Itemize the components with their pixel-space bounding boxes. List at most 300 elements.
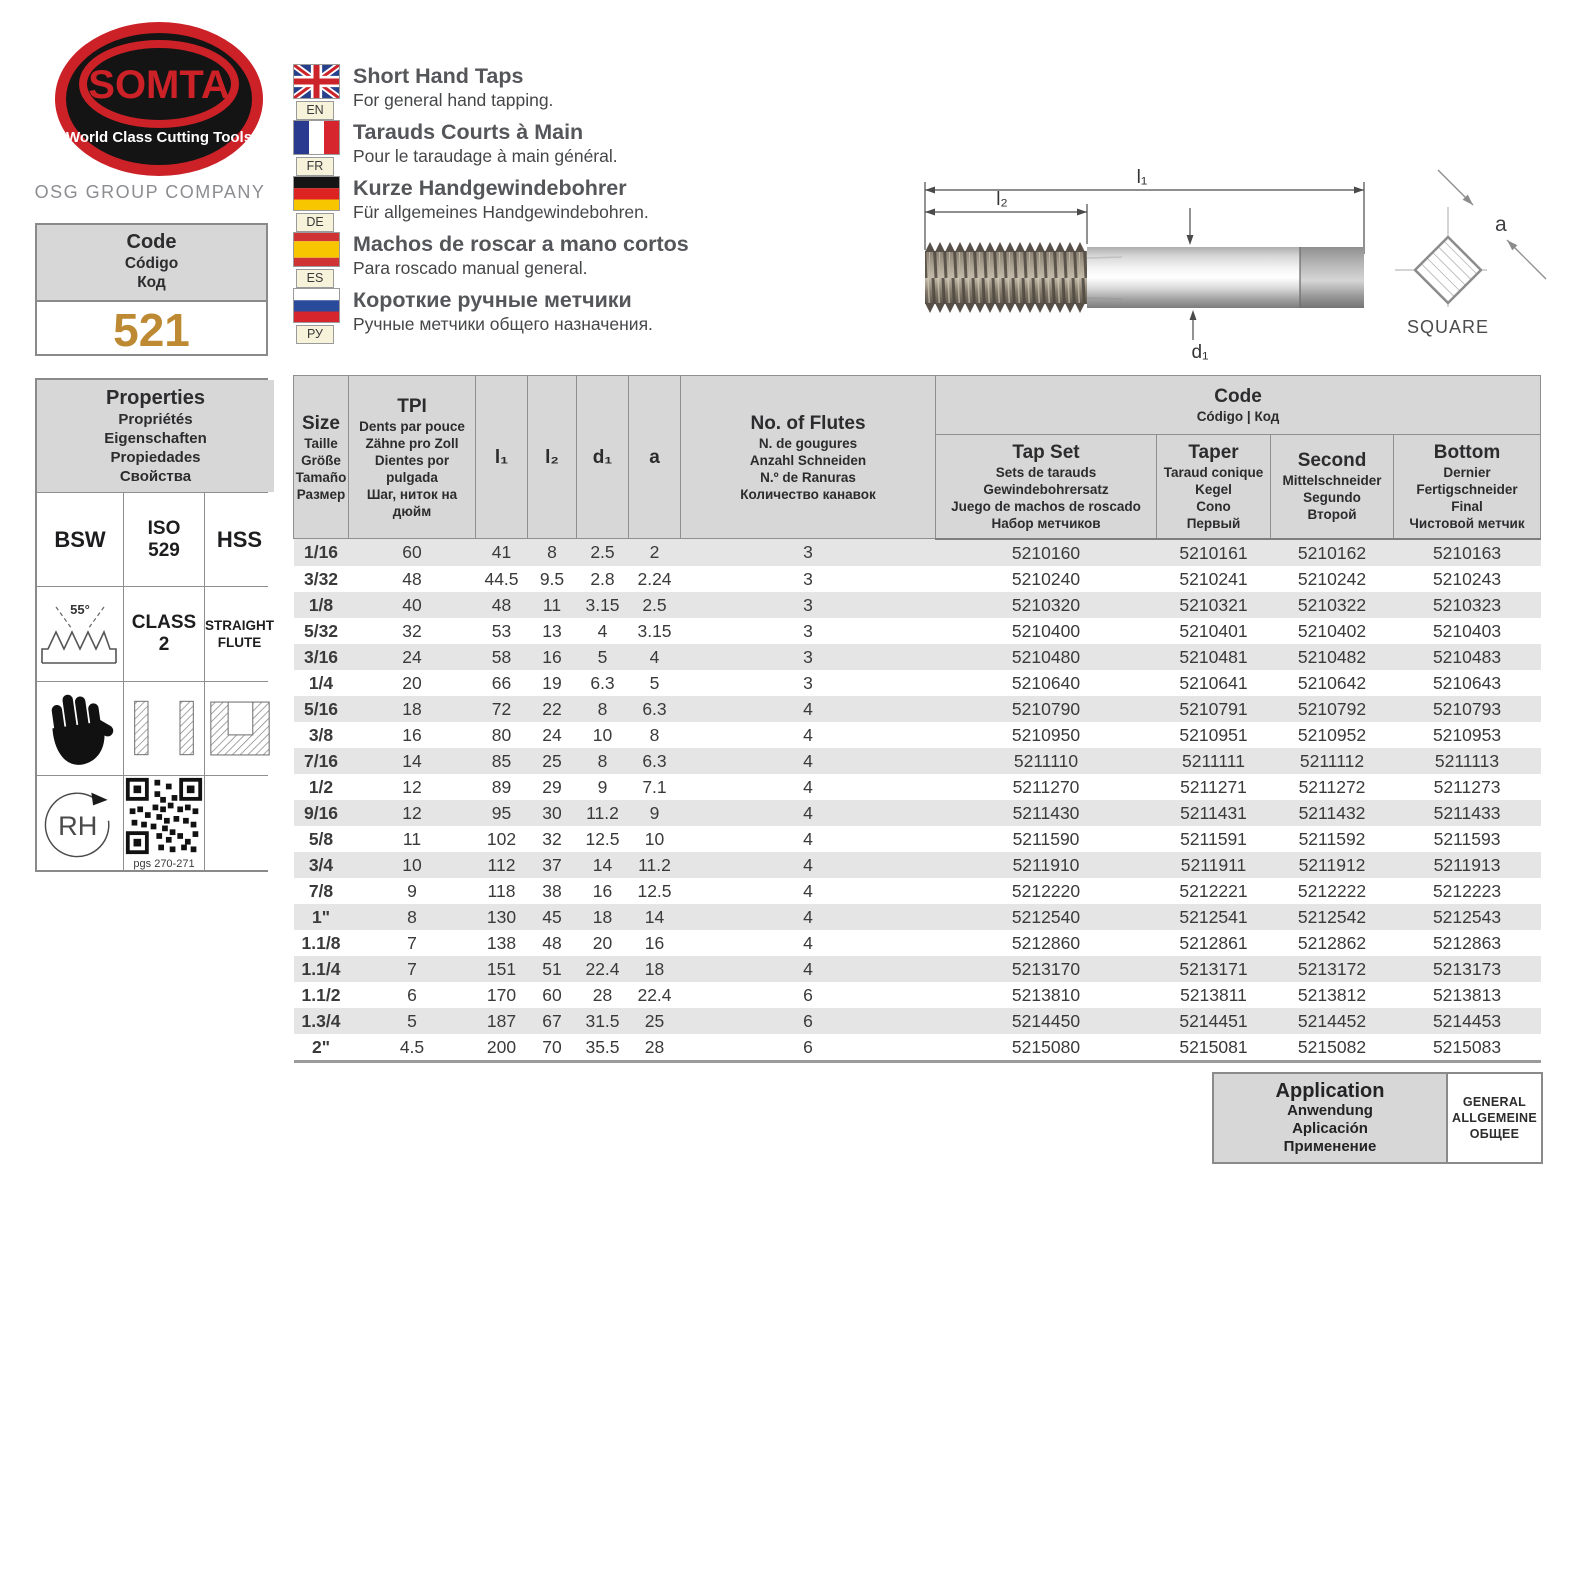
flag-column bbox=[293, 120, 345, 176]
cell-flutes: 6 bbox=[803, 1010, 813, 1031]
cell-code-taper: 5210241 bbox=[1179, 568, 1248, 589]
table-row bbox=[294, 774, 1541, 800]
cell-code-bottom: 5212863 bbox=[1432, 932, 1502, 953]
class-label: CLASS bbox=[131, 611, 197, 633]
cell-code-second: 5212862 bbox=[1297, 932, 1367, 953]
cell-code-second: 5211592 bbox=[1298, 828, 1366, 849]
cell-l1: 72 bbox=[491, 698, 512, 719]
code-box bbox=[35, 223, 268, 356]
cell-l2: 48 bbox=[542, 932, 562, 953]
cell-tpi: 40 bbox=[402, 594, 422, 615]
cell-l2: 19 bbox=[542, 672, 562, 693]
prop-qr bbox=[124, 776, 204, 870]
cell-size: 7/16 bbox=[303, 750, 339, 771]
cell-code-tap-set: 5210240 bbox=[1011, 568, 1081, 589]
blind-hole-icon bbox=[209, 700, 271, 757]
cell-code-second: 5210162 bbox=[1297, 542, 1367, 563]
lang-row-es bbox=[293, 232, 813, 288]
cell-code-second: 5210482 bbox=[1297, 646, 1367, 667]
cell-a: 3.15 bbox=[637, 620, 672, 641]
cell-d1: 4 bbox=[597, 620, 608, 641]
cell-tpi: 32 bbox=[402, 620, 422, 641]
cell-code-taper: 5210641 bbox=[1179, 672, 1248, 693]
cell-l1: 48 bbox=[491, 594, 512, 615]
cell-size: 1/4 bbox=[308, 672, 334, 693]
cell-tpi: 7 bbox=[407, 932, 417, 953]
cell-size: 1/2 bbox=[308, 776, 334, 797]
cell-l1: 200 bbox=[486, 1036, 517, 1057]
table-row bbox=[294, 878, 1541, 904]
cell-tpi: 18 bbox=[402, 698, 422, 719]
cell-code-tap-set: 5210480 bbox=[1011, 646, 1081, 667]
cell-size: 3/4 bbox=[308, 854, 334, 875]
rh-rotation-icon bbox=[37, 784, 123, 862]
cell-size: 1" bbox=[311, 906, 331, 927]
properties-title: Properties bbox=[106, 386, 205, 409]
cell-tpi: 4.5 bbox=[399, 1036, 425, 1057]
table-row bbox=[294, 956, 1541, 982]
qr-caption: pgs 270-271 bbox=[133, 858, 195, 870]
cell-tpi: 12 bbox=[402, 802, 422, 823]
cell-code-bottom: 5210323 bbox=[1432, 594, 1502, 615]
cell-code-taper: 5210481 bbox=[1179, 646, 1248, 667]
tap-size-table bbox=[293, 375, 1541, 1063]
iso-label: ISO bbox=[147, 517, 181, 539]
cell-l1: 44.5 bbox=[484, 568, 519, 589]
cell-size: 3/32 bbox=[303, 568, 339, 589]
cell-d1: 5 bbox=[597, 646, 608, 667]
cell-l1: 89 bbox=[491, 776, 512, 797]
cell-size: 3/8 bbox=[308, 724, 334, 745]
cell-code-bottom: 5211913 bbox=[1433, 854, 1501, 875]
flute-word1: STRAIGHT bbox=[205, 617, 274, 633]
lang-text bbox=[353, 176, 649, 232]
cell-size: 7/8 bbox=[308, 880, 334, 901]
cell-d1: 11.2 bbox=[586, 802, 619, 823]
through-hole-icon bbox=[132, 698, 196, 758]
cell-code-second: 5214452 bbox=[1297, 1010, 1367, 1031]
cell-code-tap-set: 5213810 bbox=[1011, 984, 1081, 1005]
properties-box bbox=[35, 378, 274, 872]
table-row bbox=[294, 1034, 1541, 1062]
cell-size: 1.3/4 bbox=[301, 1010, 341, 1031]
cell-code-tap-set: 5211270 bbox=[1012, 776, 1080, 797]
cell-l1: 41 bbox=[491, 542, 512, 563]
tap-dimension-drawing bbox=[890, 158, 1380, 368]
cell-code-tap-set: 5210790 bbox=[1011, 698, 1081, 719]
cell-size: 2" bbox=[311, 1036, 331, 1057]
properties-header bbox=[37, 380, 274, 492]
table-header bbox=[294, 376, 1541, 539]
cell-a: 2 bbox=[649, 542, 660, 563]
cell-tpi: 10 bbox=[402, 854, 422, 875]
application-label-es: Aplicación bbox=[1292, 1120, 1368, 1137]
cell-l1: 118 bbox=[487, 880, 516, 901]
cell-code-second: 5215082 bbox=[1297, 1036, 1367, 1057]
cell-a: 22.4 bbox=[637, 984, 672, 1005]
table-body bbox=[294, 539, 1541, 1062]
cell-tpi: 20 bbox=[402, 672, 422, 693]
cell-tpi: 8 bbox=[407, 906, 417, 927]
cell-size: 5/32 bbox=[303, 620, 339, 641]
cell-code-bottom: 5211593 bbox=[1433, 828, 1501, 849]
cell-code-tap-set: 5212540 bbox=[1011, 906, 1081, 927]
cell-a: 6.3 bbox=[642, 750, 667, 771]
col-header-second: Second Mittelschneider Segundo Второй bbox=[1271, 435, 1394, 539]
cell-code-taper: 5210791 bbox=[1179, 698, 1248, 719]
cell-l2: 11 bbox=[542, 594, 562, 615]
cell-code-tap-set: 5215080 bbox=[1011, 1036, 1081, 1057]
cell-a: 7.1 bbox=[642, 776, 667, 797]
cell-code-tap-set: 5210950 bbox=[1011, 724, 1081, 745]
code-box-header bbox=[37, 225, 266, 302]
col-header-l2: l₂ bbox=[528, 376, 577, 539]
col-header-tpi: TPI Dents par pouce Zähne pro Zoll Dientes por pulgada Шаг, ниток на дюйм bbox=[349, 376, 476, 539]
cell-l1: 151 bbox=[486, 958, 517, 979]
russia-flag-icon bbox=[293, 288, 340, 323]
cell-l2: 9.5 bbox=[539, 568, 565, 589]
cell-code-taper: 5210161 bbox=[1179, 542, 1248, 563]
col-header-bottom: Bottom Dernier Fertigschneider Final Чистовой метчик bbox=[1394, 435, 1541, 539]
cell-flutes: 6 bbox=[803, 1036, 813, 1057]
code-label-es: Código bbox=[124, 255, 179, 272]
application-box bbox=[1212, 1072, 1543, 1164]
cell-d1: 20 bbox=[592, 932, 613, 953]
cell-l2: 67 bbox=[542, 1010, 562, 1031]
application-value-ru: ОБЩЕЕ bbox=[1469, 1127, 1520, 1141]
cell-code-bottom: 5214453 bbox=[1432, 1010, 1502, 1031]
lang-title: Tarauds Courts à Main bbox=[353, 120, 584, 144]
qr-code-icon bbox=[124, 776, 204, 856]
cell-flutes: 3 bbox=[803, 672, 813, 693]
cell-code-bottom: 5213173 bbox=[1432, 958, 1502, 979]
lang-code-badge: DE bbox=[296, 213, 334, 232]
cell-l1: 53 bbox=[491, 620, 512, 641]
cell-l2: 51 bbox=[542, 958, 562, 979]
cell-a: 18 bbox=[644, 958, 665, 979]
cell-size: 1/16 bbox=[303, 542, 339, 563]
cell-code-tap-set: 5212220 bbox=[1011, 880, 1081, 901]
cell-d1: 10 bbox=[592, 724, 613, 745]
cell-a: 4 bbox=[649, 646, 660, 667]
cell-flutes: 6 bbox=[803, 984, 813, 1005]
cell-l1: 85 bbox=[491, 750, 512, 771]
cell-l1: 187 bbox=[486, 1010, 517, 1031]
cell-a: 8 bbox=[649, 724, 660, 745]
cell-d1: 3.15 bbox=[585, 594, 620, 615]
cell-flutes: 4 bbox=[803, 906, 813, 927]
cell-d1: 14 bbox=[592, 854, 613, 875]
cell-l1: 58 bbox=[491, 646, 512, 667]
cell-code-taper: 5210951 bbox=[1179, 724, 1248, 745]
prop-thread-angle bbox=[37, 587, 123, 680]
cell-size: 1.1/8 bbox=[301, 932, 341, 953]
cell-size: 5/16 bbox=[303, 698, 339, 719]
cell-l2: 29 bbox=[542, 776, 562, 797]
table-row bbox=[294, 904, 1541, 930]
cell-l1: 138 bbox=[486, 932, 517, 953]
cell-code-taper: 5214451 bbox=[1179, 1010, 1248, 1031]
table-row bbox=[294, 1008, 1541, 1034]
cell-tpi: 60 bbox=[402, 542, 422, 563]
cell-code-bottom: 5210403 bbox=[1432, 620, 1502, 641]
cell-code-bottom: 5212223 bbox=[1432, 880, 1502, 901]
cell-l1: 80 bbox=[491, 724, 512, 745]
cell-a: 12.5 bbox=[637, 880, 672, 901]
cell-code-taper: 5211271 bbox=[1180, 776, 1247, 797]
code-label-en: Code bbox=[126, 231, 177, 253]
lang-text bbox=[353, 232, 689, 288]
prop-material bbox=[205, 493, 274, 586]
cell-size: 1.1/2 bbox=[301, 984, 341, 1005]
dim-d1-label: d₁ bbox=[1191, 342, 1209, 363]
cell-code-tap-set: 5211590 bbox=[1012, 828, 1080, 849]
prop-tolerance-class bbox=[124, 587, 204, 680]
lang-text bbox=[353, 120, 618, 176]
tap-square-end bbox=[1300, 247, 1364, 308]
application-label-en: Application bbox=[1275, 1080, 1385, 1102]
germany-flag-icon bbox=[293, 176, 340, 211]
prop-empty-cell bbox=[205, 776, 274, 870]
cell-code-taper: 5213171 bbox=[1179, 958, 1248, 979]
cell-tpi: 24 bbox=[402, 646, 422, 667]
cell-l2: 70 bbox=[542, 1036, 562, 1057]
cell-d1: 8 bbox=[597, 750, 608, 771]
lang-title: Короткие ручные метчики bbox=[353, 288, 632, 312]
application-value-de: ALLGEMEINE bbox=[1452, 1111, 1537, 1125]
col-header-a: a bbox=[629, 376, 681, 539]
flag-column bbox=[293, 232, 345, 288]
somta-logo bbox=[52, 20, 266, 178]
cell-flutes: 3 bbox=[803, 568, 813, 589]
cell-l1: 130 bbox=[486, 906, 517, 927]
cell-tpi: 7 bbox=[407, 958, 417, 979]
tap-thread-section bbox=[925, 242, 1087, 313]
cell-flutes: 4 bbox=[803, 958, 813, 979]
application-labels bbox=[1214, 1074, 1448, 1162]
table-row bbox=[294, 566, 1541, 592]
cell-tpi: 16 bbox=[402, 724, 422, 745]
cell-d1: 2.5 bbox=[590, 542, 615, 563]
cell-code-taper: 5211431 bbox=[1180, 802, 1247, 823]
col-header-flutes: No. of Flutes N. de gougures Anzahl Schneiden N.º de Ranuras Количество канавок bbox=[681, 376, 936, 539]
cell-code-bottom: 5210953 bbox=[1432, 724, 1502, 745]
flag-column bbox=[293, 288, 345, 344]
cell-code-second: 5210792 bbox=[1297, 698, 1367, 719]
cell-d1: 18 bbox=[592, 906, 613, 927]
cell-tpi: 6 bbox=[407, 984, 417, 1005]
cell-code-second: 5213172 bbox=[1297, 958, 1367, 979]
properties-title-es: Propiedades bbox=[110, 448, 201, 466]
cell-code-taper: 5212221 bbox=[1179, 880, 1248, 901]
lang-subtitle: Pour le taraudage à main général. bbox=[353, 146, 618, 166]
series-code-value: 521 bbox=[113, 304, 190, 356]
prop-thread-standard bbox=[37, 493, 123, 586]
cell-code-tap-set: 5210640 bbox=[1011, 672, 1081, 693]
cell-l2: 16 bbox=[542, 646, 562, 667]
cell-code-bottom: 5210243 bbox=[1432, 568, 1502, 589]
cell-size: 9/16 bbox=[303, 802, 339, 823]
cell-code-tap-set: 5211910 bbox=[1012, 854, 1080, 875]
table-row bbox=[294, 852, 1541, 878]
france-flag-icon bbox=[293, 120, 340, 155]
cell-tpi: 12 bbox=[402, 776, 422, 797]
cell-flutes: 3 bbox=[803, 620, 813, 641]
cell-code-taper: 5211111 bbox=[1182, 750, 1245, 771]
prop-rotation-direction bbox=[37, 776, 123, 870]
cell-code-taper: 5213811 bbox=[1180, 984, 1247, 1005]
application-value-en: GENERAL bbox=[1462, 1095, 1527, 1109]
cell-a: 11.2 bbox=[638, 854, 671, 875]
cell-a: 25 bbox=[644, 1010, 665, 1031]
cell-d1: 12.5 bbox=[585, 828, 620, 849]
cell-code-bottom: 5215083 bbox=[1432, 1036, 1502, 1057]
dim-l1-label: l₁ bbox=[1136, 167, 1148, 188]
logo-brand-text: SOMTA bbox=[88, 63, 230, 107]
cell-l1: 66 bbox=[491, 672, 512, 693]
cell-flutes: 3 bbox=[803, 594, 813, 615]
cell-code-taper: 5211911 bbox=[1180, 854, 1247, 875]
cell-flutes: 4 bbox=[803, 724, 813, 745]
cell-code-bottom: 5210163 bbox=[1432, 542, 1502, 563]
cell-code-tap-set: 5211430 bbox=[1012, 802, 1080, 823]
flute-word2: FLUTE bbox=[217, 634, 262, 650]
col-header-code-group: Code Código | Код bbox=[936, 376, 1541, 435]
cell-l2: 25 bbox=[542, 750, 562, 771]
lang-title: Short Hand Taps bbox=[353, 64, 524, 88]
cell-code-taper: 5212541 bbox=[1179, 906, 1248, 927]
cell-code-second: 5210402 bbox=[1297, 620, 1367, 641]
cell-l2: 13 bbox=[542, 620, 562, 641]
cell-size: 1/8 bbox=[308, 594, 334, 615]
cell-code-tap-set: 5210400 bbox=[1011, 620, 1081, 641]
cell-code-bottom: 5211433 bbox=[1433, 802, 1501, 823]
prop-blind-hole bbox=[205, 682, 274, 775]
osg-group-text: OSG GROUP COMPANY bbox=[34, 182, 266, 202]
cell-l1: 102 bbox=[486, 828, 517, 849]
application-label-de: Anwendung bbox=[1287, 1102, 1373, 1119]
cell-d1: 22.4 bbox=[585, 958, 620, 979]
cell-code-taper: 5212861 bbox=[1179, 932, 1248, 953]
cell-d1: 6.3 bbox=[590, 672, 615, 693]
cell-code-second: 5211912 bbox=[1298, 854, 1366, 875]
cell-tpi: 5 bbox=[407, 1010, 417, 1031]
table-row bbox=[294, 826, 1541, 852]
col-header-d1: d₁ bbox=[577, 376, 629, 539]
cell-a: 16 bbox=[644, 932, 665, 953]
cell-code-second: 5210322 bbox=[1297, 594, 1367, 615]
table-row bbox=[294, 722, 1541, 748]
cell-tpi: 48 bbox=[402, 568, 422, 589]
logo-tagline-text: World Class Cutting Tools bbox=[65, 129, 253, 146]
table-row bbox=[294, 644, 1541, 670]
cell-tpi: 9 bbox=[407, 880, 417, 901]
table-row bbox=[294, 800, 1541, 826]
properties-title-ru: Свойства bbox=[119, 467, 192, 485]
col-header-l1: l₁ bbox=[476, 376, 528, 539]
cell-code-second: 5210242 bbox=[1297, 568, 1367, 589]
cell-code-taper: 5215081 bbox=[1179, 1036, 1248, 1057]
cell-size: 1.1/4 bbox=[301, 958, 341, 979]
cell-a: 28 bbox=[644, 1036, 665, 1057]
flag-column bbox=[293, 176, 345, 232]
cell-d1: 16 bbox=[592, 880, 613, 901]
table-row bbox=[294, 539, 1541, 566]
table-row bbox=[294, 748, 1541, 774]
cell-code-tap-set: 5212860 bbox=[1011, 932, 1081, 953]
cell-code-second: 5212542 bbox=[1297, 906, 1367, 927]
cell-code-bottom: 5211273 bbox=[1433, 776, 1501, 797]
cell-l2: 8 bbox=[547, 542, 557, 563]
cell-l1: 170 bbox=[486, 984, 517, 1005]
cell-flutes: 4 bbox=[803, 880, 813, 901]
cell-l2: 45 bbox=[542, 906, 562, 927]
spain-flag-icon bbox=[293, 232, 340, 267]
cell-code-bottom: 5210793 bbox=[1432, 698, 1502, 719]
square-section-diagram bbox=[1375, 150, 1571, 376]
thread-profile-55-icon bbox=[38, 599, 122, 669]
cell-code-tap-set: 5214450 bbox=[1011, 1010, 1081, 1031]
cell-flutes: 4 bbox=[803, 698, 813, 719]
cell-l2: 60 bbox=[542, 984, 562, 1005]
lang-text bbox=[353, 288, 653, 344]
cell-d1: 28 bbox=[592, 984, 613, 1005]
cell-code-bottom: 5210643 bbox=[1432, 672, 1502, 693]
class-number: 2 bbox=[158, 633, 170, 655]
cell-code-taper: 5210321 bbox=[1179, 594, 1248, 615]
cell-size: 3/16 bbox=[303, 646, 339, 667]
cell-a: 14 bbox=[644, 906, 665, 927]
col-header-taper: Taper Taraud conique Kegel Cono Первый bbox=[1157, 435, 1271, 539]
lang-row-de bbox=[293, 176, 813, 232]
cell-a: 6.3 bbox=[642, 698, 667, 719]
lang-title: Kurze Handgewindebohrer bbox=[353, 176, 627, 200]
cell-tpi: 11 bbox=[402, 828, 422, 849]
cell-flutes: 4 bbox=[803, 802, 813, 823]
cell-code-second: 5210642 bbox=[1297, 672, 1367, 693]
cell-tpi: 14 bbox=[402, 750, 422, 771]
lang-code-badge: EN bbox=[296, 101, 334, 120]
prop-iso-standard bbox=[124, 493, 204, 586]
table-row bbox=[294, 592, 1541, 618]
cell-code-tap-set: 5213170 bbox=[1011, 958, 1081, 979]
cell-code-second: 5211272 bbox=[1298, 776, 1366, 797]
lang-row-en bbox=[293, 64, 813, 120]
cell-size: 5/8 bbox=[308, 828, 334, 849]
cell-flutes: 4 bbox=[803, 750, 813, 771]
cell-flutes: 4 bbox=[803, 854, 813, 875]
cell-l1: 112 bbox=[487, 854, 516, 875]
hss-label: HSS bbox=[216, 526, 263, 552]
cell-code-second: 5211112 bbox=[1299, 750, 1365, 771]
cell-d1: 8 bbox=[597, 698, 608, 719]
cell-a: 2.24 bbox=[637, 568, 672, 589]
cell-l2: 30 bbox=[542, 802, 562, 823]
dim-l2-label: l₂ bbox=[996, 189, 1008, 210]
cell-code-second: 5211432 bbox=[1298, 802, 1366, 823]
lang-subtitle: For general hand tapping. bbox=[353, 90, 554, 110]
uk-flag-icon bbox=[293, 64, 340, 99]
iso-number: 529 bbox=[148, 539, 180, 561]
square-caption: SQUARE bbox=[1406, 317, 1490, 337]
cell-code-tap-set: 5211110 bbox=[1013, 750, 1079, 771]
cell-flutes: 3 bbox=[803, 542, 813, 563]
cell-code-second: 5213812 bbox=[1297, 984, 1367, 1005]
cell-flutes: 3 bbox=[803, 646, 813, 667]
lang-code-badge: ES bbox=[296, 269, 334, 288]
cell-a: 5 bbox=[649, 672, 660, 693]
table-row bbox=[294, 982, 1541, 1008]
